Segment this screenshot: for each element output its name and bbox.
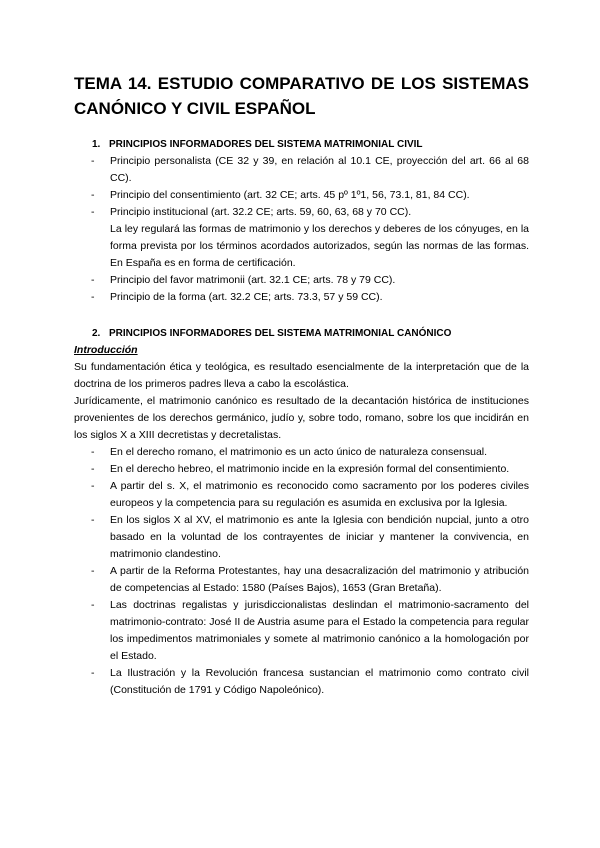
section-number: 1. [92,139,101,150]
section-heading-text: PRINCIPIOS INFORMADORES DEL SISTEMA MATRIMONIAL CIVIL [109,139,423,150]
list-item-text: Principio del consentimiento (art. 32 CE; arts. 45 pº 1º1, 56, 73.1, 81, 84 CC). [110,189,470,201]
list-item [74,597,529,665]
bullet-dash: - [91,565,95,577]
bullet-dash: - [91,514,95,526]
introduction-label: Introducción [74,344,138,356]
list-item-text: Principio personalista (CE 32 y 39, en relación al 10.1 CE, proyección del art. 66 al 68 CC). [110,155,529,184]
section-heading-text: PRINCIPIOS INFORMADORES DEL SISTEMA MATRIMONIAL CANÓNICO [109,328,452,339]
bullet-dash: - [91,599,95,611]
page-title: TEMA 14. ESTUDIO COMPARATIVO DE LOS SISTEMAS CANÓNICO Y CIVIL ESPAÑOL [74,74,529,118]
section-heading [74,137,529,153]
list-item [74,461,529,478]
bullet-dash: - [91,446,95,458]
section-heading [74,326,529,342]
principles-list-continued [74,272,529,306]
bullet-dash: - [91,189,95,201]
list-item-text: En los siglos X al XV, el matrimonio es ante la Iglesia con bendición nupcial, junto a otro basado en la voluntad de los contrayentes de iniciar y mantener la convivencia, en matrimonio clandestino. [110,514,529,560]
section-number: 2. [92,328,101,339]
list-item [74,204,529,221]
list-item [74,444,529,461]
section-civil-principles [74,137,529,306]
section-canonical-principles [74,326,529,699]
list-item-text: Principio del favor matrimonii (art. 32.1 CE; arts. 78 y 79 CC). [110,274,396,286]
institutional-note: La ley regulará las formas de matrimonio y los derechos y deberes de los cónyuges, en la forma prevista por los términos acordados autorizados, según las normas de las formas. En España es en forma de certificación. [110,223,529,269]
list-item-text: En el derecho hebreo, el matrimonio incide en la expresión formal del consentimiento. [110,463,510,475]
list-item [74,665,529,699]
bullet-dash: - [91,206,95,218]
list-item-text: Principio de la forma (art. 32.2 CE; arts. 73.3, 57 y 59 CC). [110,291,383,303]
paragraph: Su fundamentación ética y teológica, es resultado esencialmente de la interpretación que de la doctrina de los primeros padres lleva a cabo la escolástica. [74,361,529,390]
principles-list [74,153,529,221]
list-item [74,478,529,512]
bullet-dash: - [91,480,95,492]
list-item-text: Principio institucional (art. 32.2 CE; arts. 59, 60, 63, 68 y 70 CC). [110,206,412,218]
list-item-text: A partir del s. X, el matrimonio es reconocido como sacramento por los poderes civiles europeos y la competencia para su regulación es asumida en exclusiva por la Iglesia. [110,480,529,509]
list-item-text: Las doctrinas regalistas y jurisdiccionalistas deslindan el matrimonio-sacramento del matrimonio-contrato: José II de Austria asume para el Estado la competencia para regular los impedimentos matrimoniales y somete al matrimonio canónico a la homologación por el Estado. [110,599,529,662]
bullet-dash: - [91,463,95,475]
list-item-text: La Ilustración y la Revolución francesa sustancian el matrimonio como contrato civil (Constitución de 1791 y Código Napoleónico). [110,667,529,696]
list-item-text: A partir de la Reforma Protestantes, hay una desacralización del matrimonio y atribución de competencias al Estado: 1580 (Países Bajos), 1653 (Gran Bretaña). [110,565,529,594]
bullet-dash: - [91,274,95,286]
list-item [74,187,529,204]
bullet-dash: - [91,291,95,303]
list-item [74,563,529,597]
bullet-dash: - [91,667,95,679]
list-item [74,512,529,563]
list-item [74,289,529,306]
paragraph: Jurídicamente, el matrimonio canónico es resultado de la decantación histórica de instituciones provenientes de los derechos germánico, judío y, sobre todo, romano, sobre los que incidirán en los siglos X a XIII decretistas y decretalistas. [74,395,529,441]
list-item [74,272,529,289]
list-item [74,153,529,187]
bullet-dash: - [91,155,95,167]
history-list [74,444,529,699]
list-item-text: En el derecho romano, el matrimonio es un acto único de naturaleza consensual. [110,446,488,458]
